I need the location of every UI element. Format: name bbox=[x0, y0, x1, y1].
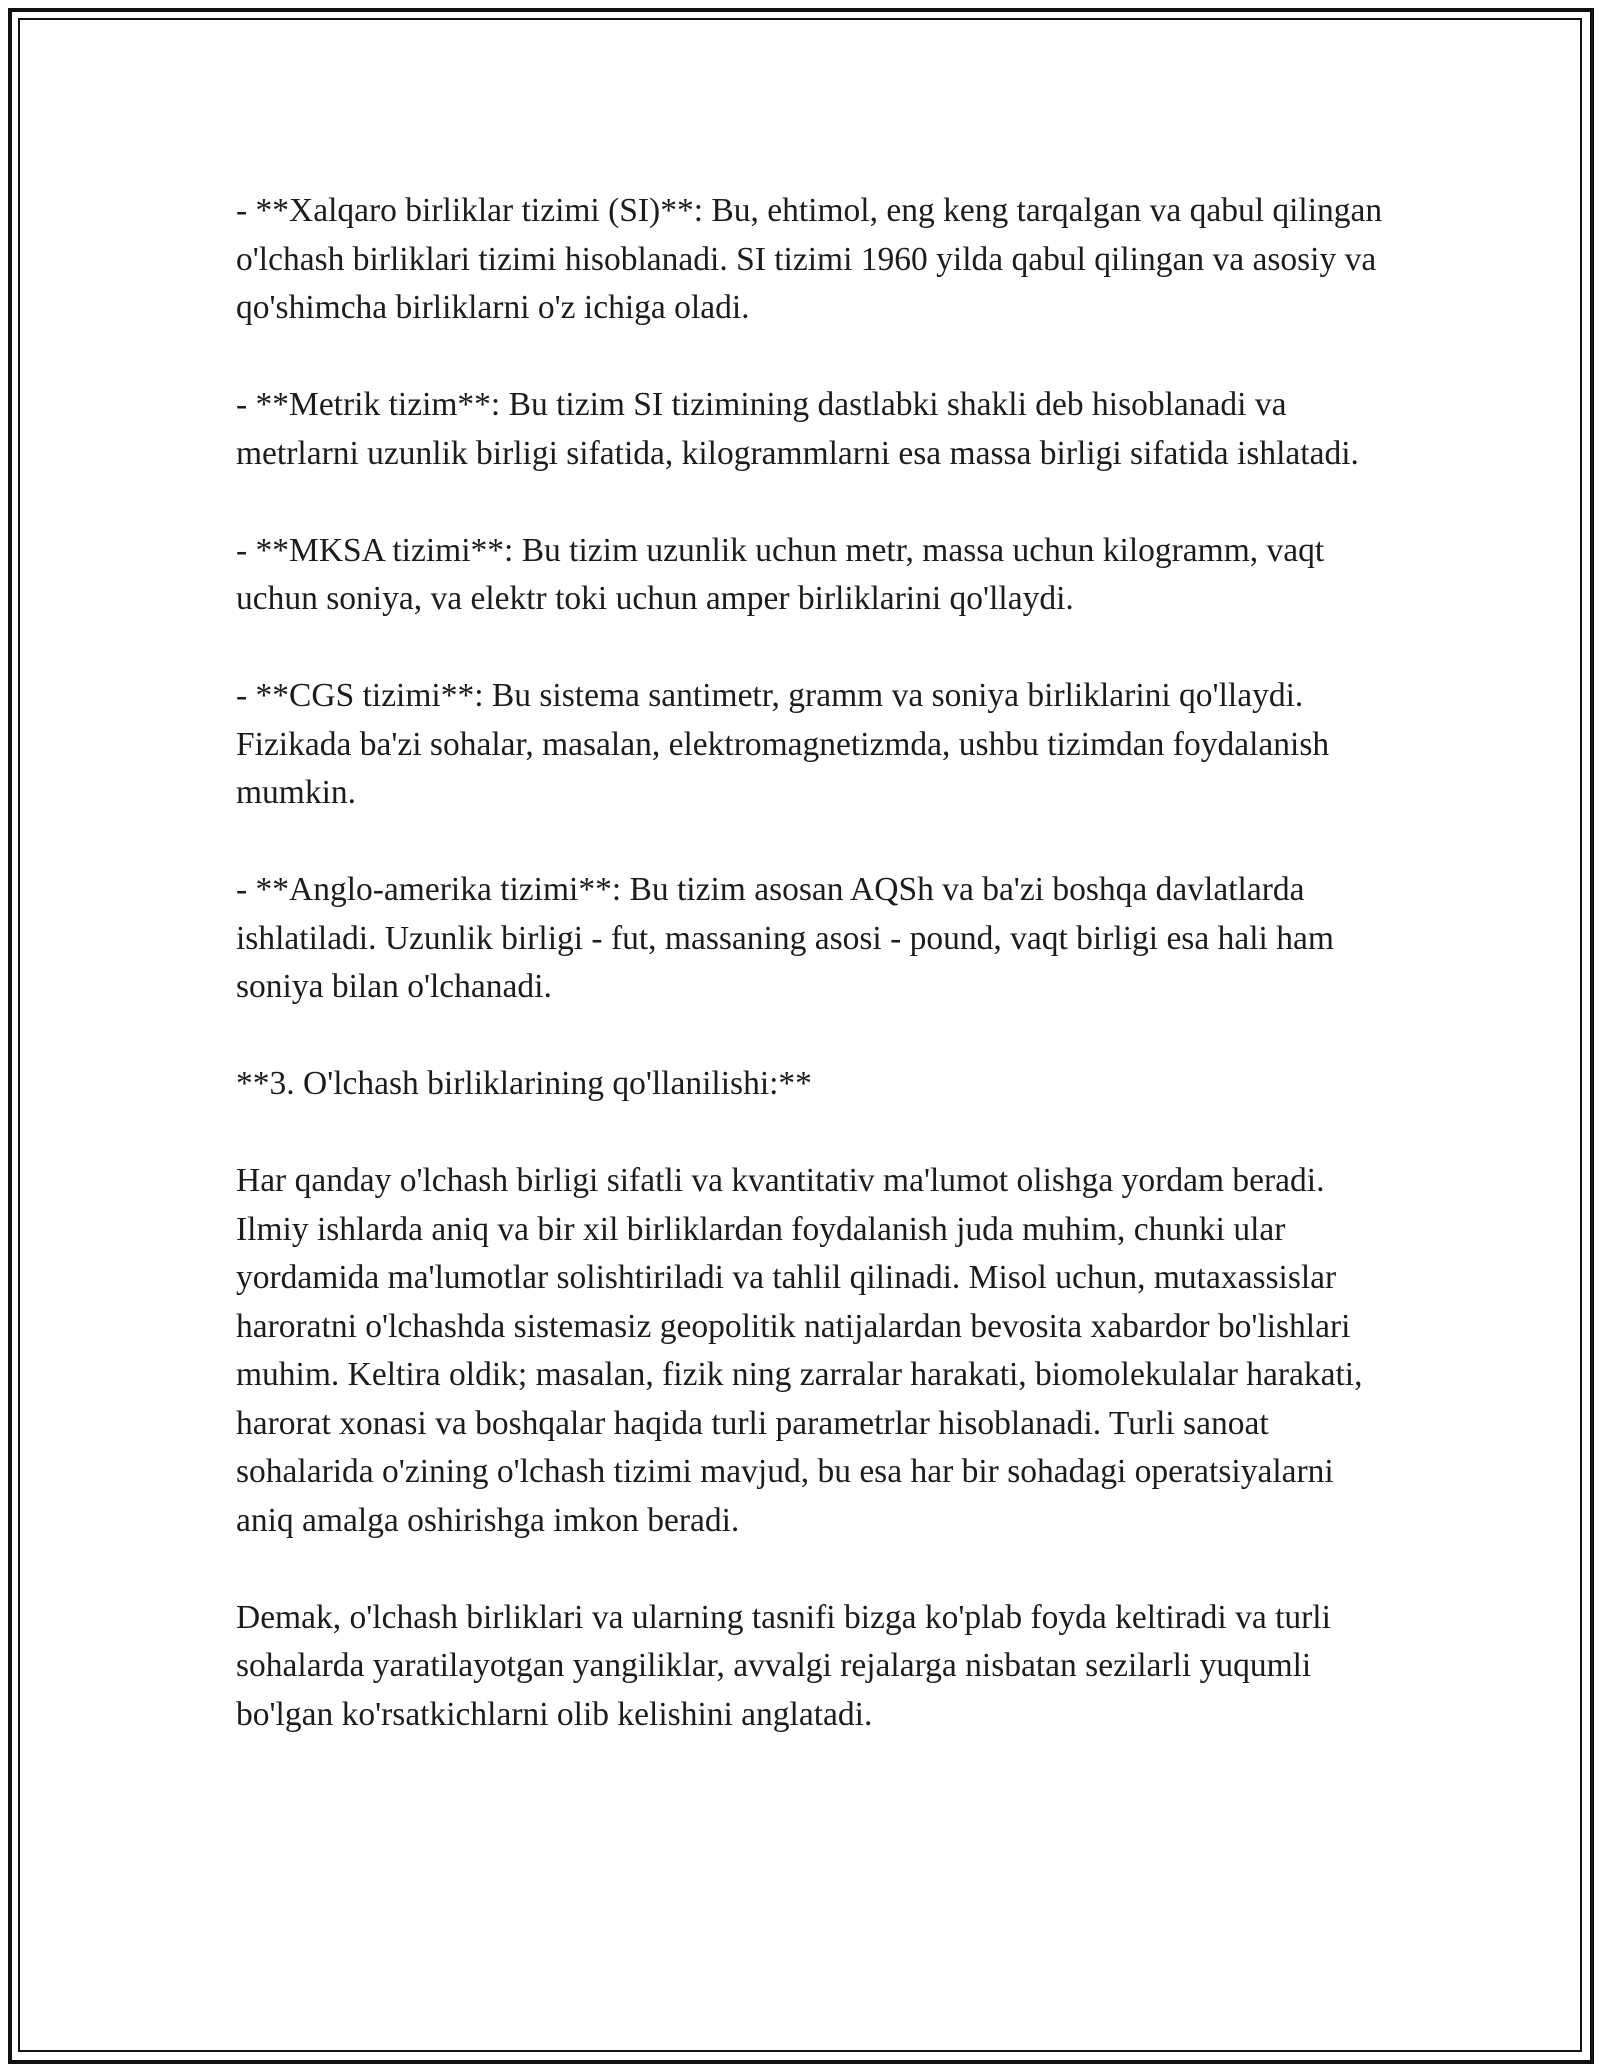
paragraph-mksa-system: - **MKSA tizimi**: Bu tizim uzunlik uchun metr, massa uchun kilogramm, vaqt uchun soniya, va elektr toki uchun amper birliklarini qo'llaydi. bbox=[236, 531, 1325, 617]
paragraph-cgs-system: - **CGS tizimi**: Bu sistema santimetr, gramm va soniya birliklarini qo'llaydi. Fizikada ba'zi sohalar, masalan, elektromagnetizmda, ushbu tizimdan foydalanish mumkin. bbox=[236, 677, 1330, 811]
document-body bbox=[236, 187, 1386, 1739]
paragraph-metric-system: - **Metrik tizim**: Bu tizim SI tizimining dastlabki shakli deb hisoblanadi va metrlarni uzunlik birligi sifatida, kilogrammlarni esa massa birligi sifatida ishlatadi. bbox=[236, 386, 1359, 472]
paragraph-conclusion: Demak, o'lchash birliklari va ularning tasnifi bizga ko'plab foyda keltiradi va turli sohalarda yaratilayotgan yangiliklar, avvalgi rejalarga nisbatan sezilarli yuqumli bo'lgan ko'rsatkichlarni olib kelishini anglatadi. bbox=[236, 1598, 1331, 1733]
section-heading-3: **3. O'lchash birliklarining qo'llanilishi:** bbox=[236, 1065, 812, 1102]
paragraph-si-system: - **Xalqaro birliklar tizimi (SI)**: Bu, ehtimol, eng keng tarqalgan va qabul qilingan o'lchash birliklari tizimi hisoblanadi. SI tizimi 1960 yilda qabul qilingan va asosiy va qo'shimcha birliklarni o'z ichiga oladi. bbox=[236, 192, 1383, 326]
paragraph-anglo-american-system: - **Anglo-amerika tizimi**: Bu tizim asosan AQSh va ba'zi boshqa davlatlarda ishlatiladi. Uzunlik birligi - fut, massaning asosi - pound, vaqt birligi esa hali ham soniya bilan o'lchanadi. bbox=[236, 871, 1334, 1005]
paragraph-application: Har qanday o'lchash birligi sifatli va kvantitativ ma'lumot olishga yordam beradi. Ilmiy ishlarda aniq va bir xil birliklardan foydalanish juda muhim, chunki ular yordamida ma'lumotlar solishtiriladi va tahlil qilinadi. Misol uchun, mutaxassislar haroratni o'lchashda sistemasiz geopolitik natijalardan bevosita xabardor bo'lishlari muhim. Keltira oldik; masalan, fizik ning zarralar harakati, biomolekulalar harakati, harorat xonasi va boshqalar haqida turli parametrlar hisoblanadi. Turli sanoat sohalarida o'zining o'lchash tizimi mavjud, bu esa har bir sohadagi operatsiyalarni aniq amalga oshirishga imkon beradi. bbox=[236, 1162, 1363, 1539]
